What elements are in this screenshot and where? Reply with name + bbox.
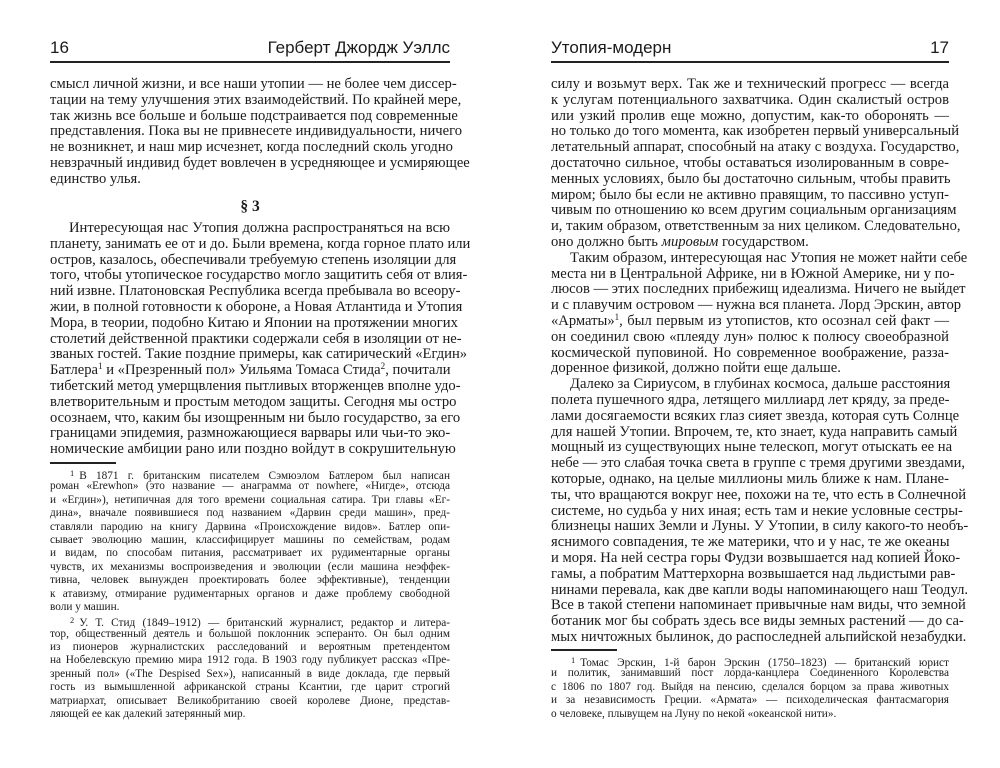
text-line: зренный пол» («The Despised Sex»), написанный в виде доклада, где первый	[50, 667, 450, 680]
text-line: ний извне. Платоновская Республика всегда пребывала во всеору-	[50, 283, 461, 300]
text-line: гамы, а побратим Маттерхорна возвышается над льдистыми рав-	[551, 565, 956, 582]
footnotes	[50, 467, 450, 721]
text-line: к атавизму, отмирание рудиментарных органов и даже проблему свободной	[50, 587, 450, 600]
text-line: и с плавучим островом — нужна вся планета. Лорд Эрскин, автор	[551, 297, 962, 314]
text-line: ставляли пародию на книгу Дарвина «Происхождение видов». Батлер опи-	[50, 520, 450, 533]
text-line: воли у машин.	[50, 600, 120, 613]
text-line	[50, 363, 450, 379]
text-line: и политик, занимавший пост лорда-канцлера Соединенного Королевства	[551, 667, 949, 680]
text-line: яснимого совпадения, те же материки, что и у нас, те же океаны	[551, 534, 950, 551]
text-line: дина», вначале появившиеся под названием «Дарвин среди машин», пред-	[50, 507, 450, 520]
text-line: к услугам потенциального захватчика. Один скалистый остров	[551, 91, 949, 108]
text-segment: государством.	[718, 233, 809, 250]
text-line: гость из вымышленной африканской страны Ксантии, где царит строгий	[50, 681, 450, 694]
text-line: и «Егдин»), нетипичная для того времени социальная сатира. Три главы «Ег-	[50, 493, 450, 506]
text-line: и моря. На ней сестра горы Фудзи возвышается над копией Йоко-	[551, 549, 961, 566]
text-line: или узкий пролив еще можно, допустим, как-то оборонять —	[551, 107, 949, 124]
footnote-rule	[50, 462, 116, 464]
header-rule	[50, 61, 450, 63]
text-line: тор, общественный деятель и большой поклонник эсперанто. Он был одним	[50, 627, 450, 640]
footnote-reference[interactable]: 1	[98, 361, 103, 372]
page-header	[551, 38, 949, 60]
text-line: полета пушечного ядра, летящего миллиард лет кряду, за преде-	[551, 391, 950, 408]
page-number: 17	[930, 38, 949, 57]
footnote-mark: 2	[70, 615, 75, 626]
text-line	[551, 314, 949, 330]
text-line: сывает эволюцию машин, классифицирует машины по семействам, родам	[50, 533, 450, 546]
text-line: тации на тему улучшения этих взаимодействий. По крайней мере,	[50, 91, 462, 108]
text-line	[551, 654, 949, 667]
text-line: небе — это слабая точка света в группе с тремя другими звездами,	[551, 455, 966, 472]
text-line: званых гостей. Такие поздние примеры, как сатирический «Егдин»	[50, 346, 468, 363]
text-line: космической пуповиной. Но современное воображение, разза-	[551, 344, 949, 361]
footnote-mark: 1	[571, 655, 576, 665]
text-line: лами досягаемости всяких глаз сияет звезда, которая суть Солнце	[551, 407, 960, 424]
text-line: остров, казалось, обеспечивали требуемую степень изоляции для	[50, 251, 457, 268]
paragraph	[551, 249, 968, 377]
header-rule	[551, 61, 949, 63]
text-line: с 1806 по 1807 год. Выйдя на пенсию, сделался борцом за права животных	[551, 680, 949, 693]
text-line: того, чтобы утопическое государство могло защитить себя от влия-	[50, 267, 468, 284]
text-line: чивым по отношению ко всем другим социальным организациям	[551, 202, 957, 219]
footnote-reference[interactable]: 2	[380, 361, 386, 372]
footnote-text: У. Т. Стид (1849–1912) — британский журналист, редактор и литера-	[79, 617, 450, 630]
text-line: системе, но судьба у них иная; есть там и некие условные сестры-	[551, 502, 963, 519]
text-line: Далеко за Сириусом, в глубинах космоса, дальше расстояния	[570, 376, 951, 393]
text-line: мощный из существующих ныне телескоп, могут отыскать ее на	[551, 439, 953, 456]
text-line: и, таким образом, ответственным за них целиком. Следовательно,	[551, 218, 961, 235]
text-line: силу и возьмут верх. Так же и технический прогресс — всегда	[551, 76, 949, 92]
text-segment: , почитали	[385, 362, 451, 379]
footnote-text: Томас Эрскин, 1-й барон Эрскин (1750–1823) — британский юрист	[580, 656, 949, 669]
running-head: Утопия-модерн	[551, 38, 672, 57]
text-line: менных условиях, было бы достаточно сильным, чтобы править	[551, 170, 951, 187]
text-line: чувств, их механизмы воспроизведения и эволюции (если машина неэффек-	[50, 560, 450, 573]
text-line: Таким образом, интересующая нас Утопия не может найти себе	[570, 249, 968, 266]
text-line: ты, что вращаются вокруг нее, похожи на те, что есть в Солнечной	[551, 486, 967, 503]
text-line: планету, занимать ее от и до. Были времена, когда горное плато или	[50, 235, 471, 252]
text-line: тивна, человек вынужден проектировать более эффективные), тенденции	[50, 574, 450, 587]
text-line: из пионеров журналистских расследований и вероятным претендентом	[50, 641, 450, 654]
text-line: невзрачный индивид будет вовлечен в усредняющее и усмиряющее	[50, 154, 470, 171]
text-segment: и «Презренный пол» Уильяма Томаса Стида	[102, 362, 381, 379]
text-line: номические амбиции рано или поздно войдут в сокрушительную	[50, 441, 456, 458]
text-line: которые, однако, на целые миллионы миль ближе к нам. Плане-	[551, 470, 949, 487]
text-line: столетий действенной практики содержали себя в изоляции от не-	[50, 330, 462, 347]
text-segment: «Арматы»	[551, 312, 615, 329]
text-line: не возникнет, и наш мир исчезнет, когда последний сколь угодно	[50, 139, 453, 156]
text-line: миром; было бы если не активно правящим, то пассивно уступ-	[551, 186, 949, 203]
text-line: люсов — этих последних прибежищ идеализма. Ничего не выйдет	[551, 281, 966, 298]
text-line: и за независимость Греции. «Армата» — психоделическая фантасмагория	[551, 694, 949, 707]
text-segment: Батлера	[50, 362, 99, 379]
italic-text: мировым	[661, 233, 719, 250]
text-line: тибетский метод умерщвления пытливых вторженцев вполне удо-	[50, 377, 461, 394]
footnote-reference[interactable]: 1	[614, 312, 620, 323]
right-page	[551, 0, 969, 768]
footnote-text: В 1871 г. британским писателем Сэмюэлом Батлером был написан	[79, 469, 450, 482]
text-line: летательный аппарат, способный на атаку с воздуха. Государство,	[551, 139, 960, 156]
text-line	[50, 614, 450, 630]
text-line: Мора, в теории, подобно Китаю и Японии на протяжении многих	[50, 314, 458, 331]
footnote	[50, 614, 450, 721]
section-heading: § 3	[240, 198, 260, 215]
text-line: нинами перевала, как две капли воды напоминающего наш Теодул.	[551, 581, 969, 598]
text-line: места ни в Центральной Африке, ни в Южной Америке, ни у по-	[551, 265, 955, 282]
footnote-mark: 1	[70, 468, 75, 478]
text-line: достаточно сильное, чтобы оставаться изолированным в совре-	[551, 154, 949, 171]
text-line: роман «Erewhon» (это название — анаграмма от nowhere, «Нигде», отсюда	[50, 480, 450, 493]
text-line: на Нобелевскую премию мира 1912 года. В 1903 году публикует рассказ «Пре-	[50, 654, 450, 667]
paragraph	[50, 76, 470, 188]
text-line: ляющей ее как далекий затерянный мир.	[50, 708, 246, 721]
footnote	[551, 654, 949, 721]
text-line: единство улья.	[50, 170, 141, 187]
footnote	[50, 467, 450, 614]
text-line: мых ничтожных былинок, до распоследней альпийской незабудки.	[551, 628, 967, 645]
text-line: и видам, по способам питания, рассматривает их рудиментарные органы	[50, 547, 450, 560]
text-line: о человеке, плывущем на Луну по некой «океанской нити».	[551, 707, 837, 720]
text-line: матриархат, описывает Великобританию своей королеве Дионе, представ-	[50, 694, 450, 707]
text-line: смысл личной жизни, и все наши утопии — не более чем диссер-	[50, 76, 457, 92]
text-line: Интересующая нас Утопия должна распространяться на всю	[69, 220, 450, 236]
text-line: близнецы наших Земли и Луны. У Утопии, в силу какого-то необъ-	[551, 518, 969, 535]
footnotes	[551, 654, 949, 721]
text-line: так жизнь все больше и больше подстраивается под современные	[50, 107, 458, 124]
text-line: осознаем, что, каким бы изощренным ни было государство, за его	[50, 409, 461, 426]
text-line	[50, 467, 450, 480]
text-line: представления. Пока вы не привнесете индивидуальности, ничего	[50, 123, 463, 140]
text-segment: оно должно быть	[551, 233, 662, 250]
text-line: для нашей Утопии. Впрочем, те, кто знает, куда направить самый	[551, 423, 958, 440]
paragraph	[551, 376, 969, 646]
page-number: 16	[50, 38, 69, 57]
left-page	[50, 0, 471, 768]
text-line: Все в такой степени напоминает привычные нам виды, что земной	[551, 597, 966, 614]
text-segment: , был первым из утопистов, кто осознал сей факт —	[619, 312, 949, 329]
text-line: влетворительным и простым методом защиты. Сегодня мы остро	[50, 393, 457, 410]
text-line: но только до того момента, как изобретен первый универсальный	[551, 123, 960, 140]
text-line: он соединил свою «плеяду лун» полюс к полюсу своеобразной	[551, 328, 949, 345]
page-header	[50, 38, 450, 60]
paragraph	[50, 220, 471, 458]
paragraph	[551, 76, 961, 251]
text-line: жии, в полной готовности к обороне, а Новая Атлантида и Утопия	[50, 298, 463, 315]
running-head: Герберт Джордж Уэллс	[267, 38, 450, 57]
text-line	[551, 235, 949, 251]
text-line: границами эпидемия, размножающиеся варвары или чьи-то эко-	[50, 425, 451, 442]
text-line: доренное физикой, должно пойти еще дальше.	[551, 360, 841, 377]
text-line: ботаник мог бы собрать здесь все виды земных растений — до са-	[551, 613, 964, 630]
footnote-rule	[551, 649, 617, 651]
